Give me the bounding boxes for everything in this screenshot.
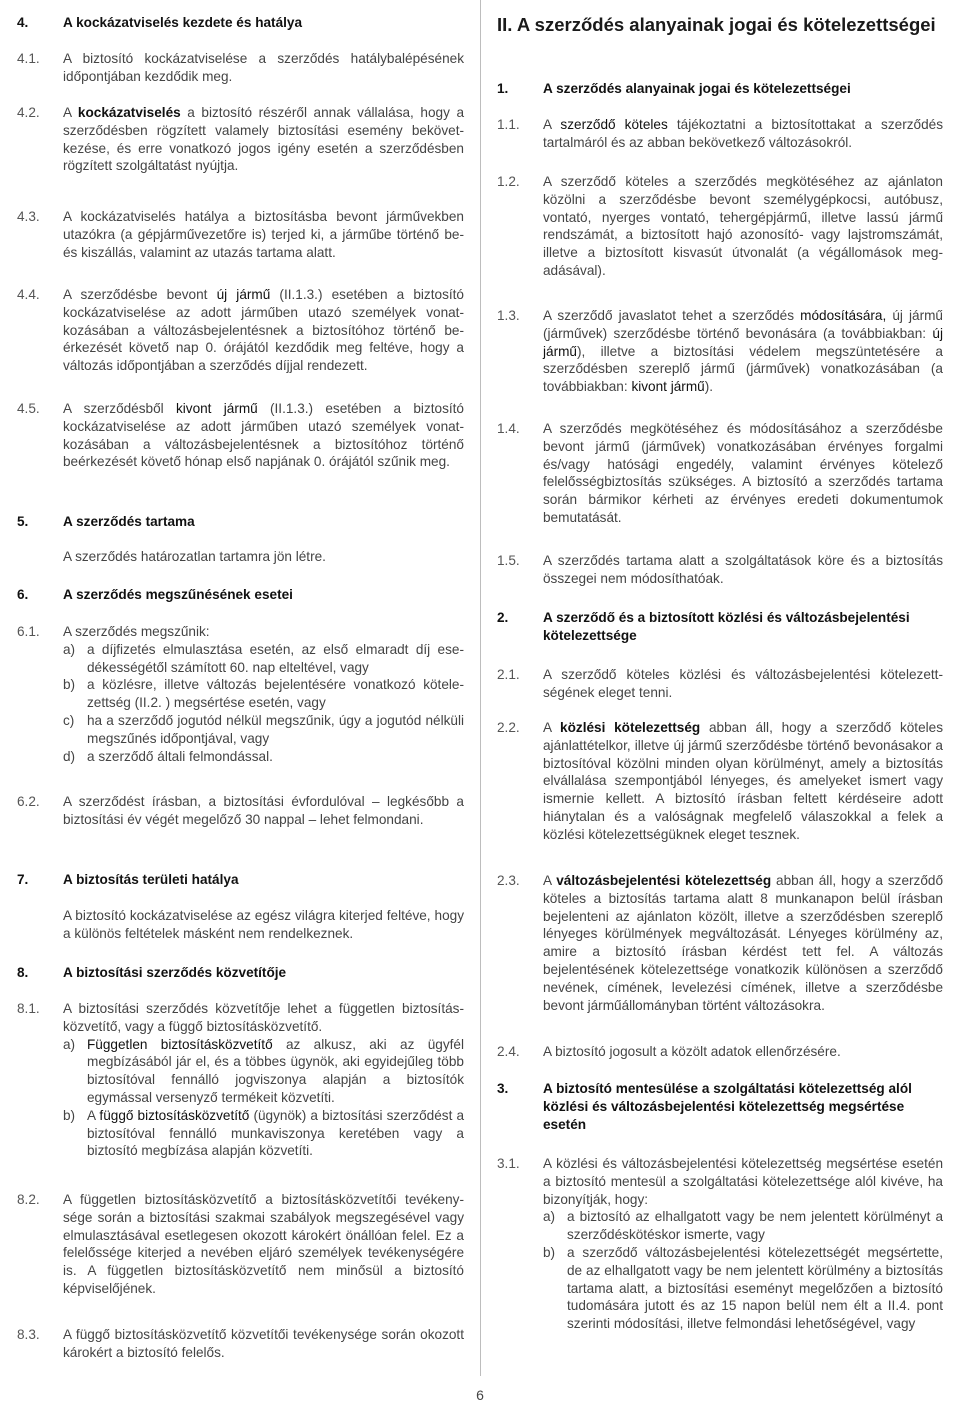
section-number: 3. — [497, 1081, 509, 1096]
paragraph-8-3 — [17, 1326, 464, 1362]
paragraph-text: A változásbejelentési kötelezettség abban áll, hogy a szerződő köteles a biztosítás tartama alatt 8 munkanapon belül írásban bejelenteni az ajánlaton közölt, illetve a szerződésben szereplő lényeges körülmények megváltozását. Lényeges körülmény az, amire a biztosító írásban kérdést tett fel. A változás bejelentésének kötelezettsége vonatkozik különösen a szerződő nevének, címének, levelezési címének, illetve a szerződésbe bevont járműállományban történt változásokra. — [543, 873, 944, 1013]
paragraph-4-2 — [17, 104, 464, 175]
list-item: d) a szerződő általi felmondással. — [63, 748, 273, 764]
list-item: a) a biztosító az elhallgatott vagy be nem jelentett körülményt a szerződéskötéskor ismerte, vagy — [543, 1209, 943, 1243]
paragraph-number: 8.2. — [17, 1192, 40, 1207]
list-item: a) a díjfizetés elmulasztása esetén, az első elmaradt díj esedékességétől számított 60. nap elteltével, vagy — [63, 641, 464, 675]
section-title: A szerződő és a biztosított közlési és változásbejelentési kötelezettsége — [543, 610, 910, 643]
paragraph-text: A kockázatviselés hatálya a biztosításba bevont járművekben utazókra (a gépjárművezetőre is) terjed ki, a járműbe történő be- és kiszállás, valamint az utazás tartama alatt. — [63, 209, 464, 260]
paragraph-text: A szerződő köteles közlési és változásbejelentési kötelezettségének eleget tenni. — [543, 667, 943, 700]
paragraph-2-4 — [497, 1043, 943, 1061]
section-4-heading — [17, 14, 464, 32]
emphasis: kivont jármű — [631, 379, 705, 395]
section-5-heading — [17, 513, 464, 531]
emphasis: szerződő köteles — [560, 117, 668, 132]
emphasis: függő biztosításközvetítő — [99, 1107, 250, 1123]
paragraph-text: A szerződésbe bevont új jármű (II.1.3.) esetében a biztosító kockázatviselése az adott járműben utazó személyek vonatkozásában a változásbejelentésnek a biztosítóhoz történő beérkezését követő nap 0. órájától kezdődik meg feltéve, hogy a változás időpontjában a szerződés díjjal rendezett. — [63, 287, 464, 374]
emphasis: kivont jármű — [175, 401, 258, 416]
section-5-text — [17, 548, 464, 566]
paragraph-number: 1.1. — [497, 117, 520, 132]
paragraph-8-1 — [17, 1000, 464, 1160]
paragraph-1-5 — [497, 552, 943, 588]
emphasis: új jármű — [543, 325, 943, 359]
section-number: 6. — [17, 587, 29, 602]
section-1-heading — [497, 80, 943, 98]
paragraph-text: A biztosító kockázatviselése a szerződés hatálybalépésének időpontjában kezdődik meg. — [63, 51, 464, 84]
paragraph-text: A függő biztosításközvetítő közvetítői tevékenysége során okozott károkért a biztosító felelős. — [63, 1327, 464, 1360]
list-item: a) Független biztosításközvetítő az alkusz, aki az ügyfél megbízásából jár el, és a többes ügynök, aki egyidejűleg több biztosítóval fennálló jogviszonya alapján a biztosítók egymással versenyző termékeit közvetíti. — [63, 1036, 464, 1105]
paragraph-text: A biztosító jogosult a közölt adatok ellenőrzésére. — [543, 1044, 841, 1059]
section-number: 2. — [497, 610, 509, 625]
paragraph-4-4 — [17, 286, 464, 375]
paragraph-2-3 — [497, 872, 943, 1014]
paragraph-number: 1.3. — [497, 308, 520, 323]
paragraph-text: A közlési kötelezettség abban áll, hogy a szerződő köteles ajánlattételkor, illetve új jármű szerződésbe történő bevonásakor a biztosítóval közölni minden olyan körülményt, amely a biztosítás elvállalása szempontjából lényeges, és amelyeket ismert vagy ismernie kellett. A biztosító írásban feltett kérdéseire adott hiánytalan és a valóságnak megfelelő válaszokkal a felek a közlési kötelezettségüknek eleget tesznek. — [543, 720, 944, 842]
paragraph-text: A szerződés megszűnik: a) a díjfizetés elmulasztása esetén, az első elmaradt díj esedékességétől számított 60. nap elteltével, vagy b) a közlésre, illetve változás bejelentésére vonatkozó kötelezettség (II.2. ) megsértése esetén, vagy c) ha a szerződő jogutód nélkül megszűnik, úgy a jogutód nélküli megszűnés időpontjával, vagy d) a szerződő általi felmondással. — [63, 624, 464, 764]
paragraph-number: 3.1. — [497, 1156, 520, 1171]
paragraph-2-1 — [497, 666, 943, 702]
section-7-text — [17, 907, 464, 943]
list-item: b) A függő biztosításközvetítő (ügynök) a biztosítási szerződést a biztosítóval fennálló munkaviszonya keretében vagy a biztosító megbízása alapján közvetíti. — [63, 1107, 464, 1159]
section-title: A szerződés tartama — [63, 514, 195, 529]
paragraph-text: A biztosítási szerződés közvetítője lehet a független biztosításközvetítő, vagy a függő biztosításközvetítő. a) Független biztosításközvetítő az alkusz, aki az ügyfél megbízásából jár el, és a többes ügynök, aki egyidejűleg több biztosítóval fennálló jogviszonya alapján a biztosítók egymással versenyző termékeit közvetíti. b) A függő biztosításközvetítő (ügynök) a biztosítási szerződést a biztosítóval fennálló munkaviszonya keretében vagy a biztosító megbízása alapján közvetíti. — [63, 1001, 464, 1159]
paragraph-number: 6.1. — [17, 624, 40, 639]
section-number: 7. — [17, 872, 29, 887]
section-6-heading — [17, 586, 464, 604]
paragraph-6-2 — [17, 793, 464, 829]
paragraph-6-1 — [17, 623, 464, 765]
paragraph-1-1 — [497, 116, 943, 152]
paragraph-number: 6.2. — [17, 794, 40, 809]
emphasis: kockázatviselés — [77, 105, 181, 120]
paragraph-4-1 — [17, 50, 464, 86]
chapter-title: II. A szerződés alanyainak jogai és kötelezettségei — [497, 14, 936, 35]
paragraph-text: A szerződés megkötéséhez és módosításához a szerződésbe bevont jármű (járművek) vonatkozásában érvényes forgalmi és/vagy hatósági engedély, valamint érvényes kötelező felelősségbiztosítás szükséges. A biztosító a szerződés tartama során bármikor kérheti az érvényes eredeti dokumentumok bemutatását. — [543, 421, 943, 525]
paragraph-number: 1.4. — [497, 421, 520, 436]
section-number: 8. — [17, 965, 29, 980]
list-item: b) a közlésre, illetve változás bejelentésére vonatkozó kötelezettség (II.2. ) megsértése esetén, vagy — [63, 677, 464, 711]
section-7-heading — [17, 871, 464, 889]
section-title: A biztosítási szerződés közvetítője — [63, 965, 287, 980]
paragraph-text: A szerződés tartama alatt a szolgáltatások köre és a biztosítás összegei nem módosíthatóak. — [543, 553, 943, 586]
emphasis: Független biztosításközvetítő — [87, 1036, 273, 1052]
emphasis: új jármű — [216, 287, 271, 302]
paragraph-1-2 — [497, 173, 943, 280]
page-number: 6 — [476, 1387, 484, 1403]
paragraph-text: A szerződésből kivont jármű (II.1.3.) esetében a biztosító kockázatviselése az adott járműben utazó személyek vonatkozásában a változásbejelentésnek a biztosítóhoz történő beérkezését követő hónap első napjának 0. órájától szűnik meg. — [63, 401, 464, 470]
paragraph-text: A szerződő köteles a szerződés megkötéséhez az ajánlaton közölni a szerződésbe bevont személygépkocsi, autóbusz, vontató, nyerges vontató, tehergépjármű, illetve lassú jármű rendszámát, a biztosított hajó azonosító- vagy lajstromszámát, illetve a biztosított kisvasút útvonalát (a végállomások megadásával). — [543, 174, 943, 278]
paragraph-text: A szerződő köteles tájékoztatni a biztosítottakat a szerződés tartalmáról és az abban bekövetkező változásokról. — [543, 117, 943, 150]
paragraph-8-2 — [17, 1191, 464, 1298]
paragraph-3-1 — [497, 1155, 943, 1333]
paragraph-number: 1.5. — [497, 553, 520, 568]
paragraph-text: A szerződő javaslatot tehet a szerződés módosítására, új jármű (járművek) szerződésbe történő bevonására (a továbbiakban: új jármű), illetve a biztosítási védelem megszüntetésére a szerződésben szereplő jármű (járművek) vonatkozásában (a továbbiakban: kivont jármű). — [543, 308, 943, 395]
section-title: A biztosító mentesülése a szolgáltatási kötelezettség alól közlési és változásbejelentési kötelezettség megsértése esetén — [543, 1081, 912, 1132]
paragraph-number: 2.3. — [497, 873, 520, 888]
section-title: A szerződés alanyainak jogai és kötelezettségei — [543, 81, 851, 96]
paragraph-text: A független biztosításközvetítő a biztosításközvetítői tevékenysége során a biztosítási szakmai szabályok megszegésével vagy elmulasztásával esetlegesen okozott károkért önállóan felel. Ez a felelőssége kiterjed a nevében eljáró személyek tevékenységére is. A független biztosításközvetítő nem minősül a biztosító képviselőjének. — [63, 1192, 464, 1296]
section-number: 5. — [17, 514, 29, 529]
paragraph-number: 1.2. — [497, 174, 520, 189]
paragraph-number: 8.3. — [17, 1327, 40, 1342]
paragraph-2-2 — [497, 719, 943, 844]
column-divider — [480, 0, 481, 1376]
section-number: 4. — [17, 15, 29, 30]
section-number: 1. — [497, 81, 509, 96]
paragraph-number: 4.1. — [17, 51, 40, 66]
emphasis: közlési kötelezettség — [560, 720, 701, 735]
paragraph-4-3 — [17, 208, 464, 261]
emphasis: módosítására, — [800, 308, 887, 323]
section-title: A biztosítás területi hatálya — [63, 872, 239, 887]
paragraph-number: 2.1. — [497, 667, 520, 682]
paragraph-number: 2.4. — [497, 1044, 520, 1059]
paragraph-1-4 — [497, 420, 943, 527]
section-title: A szerződés megszűnésének esetei — [63, 587, 293, 602]
paragraph-number: 4.4. — [17, 287, 40, 302]
paragraph-4-5 — [17, 400, 464, 471]
paragraph-number: 2.2. — [497, 720, 520, 735]
section-title: A kockázatviselés kezdete és hatálya — [63, 15, 303, 30]
paragraph-number: 8.1. — [17, 1001, 40, 1016]
paragraph-number: 4.3. — [17, 209, 40, 224]
paragraph-text: A kockázatviselés a biztosító részéről annak vállalása, hogy a szerződésben rögzített valamely biztosítási esemény bekövetkezése, és erre vonatkozó jogos igény esetén a szerződésben rögzített szolgáltatást nyújtja. — [63, 105, 465, 174]
list-item: c) ha a szerződő jogutód nélkül megszűnik, úgy a jogutód nélküli megszűnés időpontjával, vagy — [63, 712, 464, 746]
paragraph-text: A szerződés határozatlan tartamra jön létre. — [63, 549, 326, 564]
paragraph-text: A szerződést írásban, a biztosítási évfordulóval – legkésőbb a biztosítási év végét megelőző 30 nappal – lehet felmondani. — [63, 794, 464, 827]
section-8-heading — [17, 964, 464, 982]
paragraph-text: A biztosító kockázatviselése az egész világra kiterjed feltéve, hogy a különös feltételek másként nem rendelkeznek. — [63, 908, 464, 941]
emphasis: változásbejelentési kötelezettség — [556, 873, 772, 888]
section-3-heading — [497, 1080, 943, 1134]
paragraph-text: A közlési és változásbejelentési kötelezettség megsértése esetén a biztosító mentesül a szolgáltatási kötelezettsége alól kivéve, ha bizonyítják, hogy: a) a biztosító az elhallgatott vagy be nem jelentett körülményt a szerződéskötéskor ismerte, vagy b) a szerződő változásbejelentési kötelezettségét megsértette, de az elhallgatott vagy be nem jelentett körülmény a biztosítás tartama alatt, a biztosítási eseményt megelőzően a biztosító tudomására jutott és az 15 napon belül nem élt a II.4. pont szerinti módosítási, illetve felmondási lehetőségével, vagy — [543, 1156, 943, 1332]
list-item: b) a szerződő változásbejelentési kötelezettségét megsértette, de az elhallgatott vagy be nem jelentett körülmény a biztosítás tartama alatt, a biztosítási eseményt megelőzően a biztosító tudomására jutott és az 15 napon belül nem élt a II.4. pont szerinti módosítási, illetve felmondási lehetőségével, vagy — [543, 1244, 943, 1332]
paragraph-number: 4.2. — [17, 105, 40, 120]
paragraph-number: 4.5. — [17, 401, 40, 416]
section-2-heading — [497, 609, 943, 645]
paragraph-1-3 — [497, 307, 943, 396]
